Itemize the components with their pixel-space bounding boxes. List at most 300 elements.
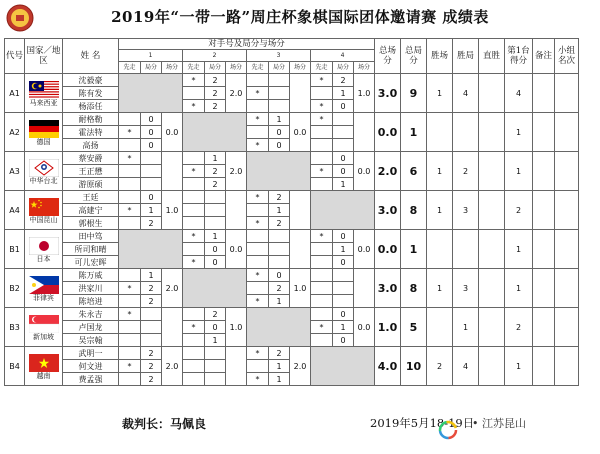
first-move-cell xyxy=(247,230,269,243)
remark-cell xyxy=(533,347,555,386)
subheader-cell: 先走 xyxy=(183,62,205,74)
game-score-cell: 0 xyxy=(269,139,290,152)
event-date: 2019年5月18-19日 xyxy=(370,416,475,430)
wins-count xyxy=(427,113,453,152)
match-score-cell: 2.0 xyxy=(290,347,311,386)
group-rank-cell xyxy=(555,269,579,308)
first-move-cell xyxy=(311,126,333,139)
game-score-cell: 2 xyxy=(269,282,290,295)
first-move-cell xyxy=(247,243,269,256)
first-move-cell: * xyxy=(183,165,205,178)
game-score-cell: 0 xyxy=(269,126,290,139)
direct-wins xyxy=(479,230,505,269)
player-name: 费孟强 xyxy=(63,373,119,386)
round-header: 3 xyxy=(247,50,311,62)
group-rank-cell xyxy=(555,152,579,191)
player-name: 卢国龙 xyxy=(63,321,119,334)
board1-score: 2 xyxy=(505,191,533,230)
direct-wins xyxy=(479,74,505,113)
first-move-cell xyxy=(183,152,205,165)
total-match-score: 3.0 xyxy=(375,74,401,113)
player-name: 田中笃 xyxy=(63,230,119,243)
game-score-cell xyxy=(333,282,354,295)
game-score-cell: 0 xyxy=(333,256,354,269)
first-move-cell xyxy=(183,373,205,386)
player-name: 洪家川 xyxy=(63,282,119,295)
game-score-cell xyxy=(333,113,354,126)
game-wins-count xyxy=(453,113,479,152)
team-row xyxy=(5,74,579,87)
team-region xyxy=(25,347,63,386)
first-move-cell: * xyxy=(119,152,141,165)
first-move-cell xyxy=(119,178,141,191)
header-opponents: 对手号及局分与场分 xyxy=(119,39,375,50)
first-move-cell xyxy=(119,334,141,347)
total-game-score: 1 xyxy=(401,230,427,269)
first-move-cell xyxy=(311,256,333,269)
first-move-cell xyxy=(119,165,141,178)
player-name: 所司和晴 xyxy=(63,243,119,256)
player-name: 耐格勒 xyxy=(63,113,119,126)
player-name: 武明一 xyxy=(63,347,119,360)
game-score-cell: 2 xyxy=(269,191,290,204)
chinese-taipei-flag-icon xyxy=(25,159,62,177)
wins-count: 1 xyxy=(427,191,453,230)
total-game-score: 8 xyxy=(401,191,427,230)
match-score-cell: 0.0 xyxy=(226,230,247,269)
country-name: 中国昆山 xyxy=(29,215,58,224)
total-match-score: 4.0 xyxy=(375,347,401,386)
game-wins-count: 3 xyxy=(453,269,479,308)
board1-score: 1 xyxy=(505,152,533,191)
game-score-cell: 0 xyxy=(141,113,162,126)
team-region xyxy=(25,230,63,269)
header-region: 国家／地区 xyxy=(25,39,63,74)
game-score-cell: 0 xyxy=(141,126,162,139)
game-score-cell: 2 xyxy=(205,308,226,321)
player-name: 朱永吉 xyxy=(63,308,119,321)
game-score-cell: 1 xyxy=(205,152,226,165)
game-wins-count: 2 xyxy=(453,152,479,191)
remark-cell xyxy=(533,113,555,152)
match-score-cell xyxy=(354,269,375,308)
group-rank-cell xyxy=(555,113,579,152)
malaysia-flag-icon xyxy=(25,81,62,99)
game-score-cell: 0 xyxy=(333,165,354,178)
first-move-cell xyxy=(247,282,269,295)
country-name: 马来西亚 xyxy=(29,98,58,107)
first-move-cell xyxy=(247,74,269,87)
round-header: 2 xyxy=(183,50,247,62)
match-score-cell: 0.0 xyxy=(162,113,183,152)
watermark-logo-icon xyxy=(438,420,458,440)
team-row xyxy=(5,308,579,321)
game-score-cell xyxy=(269,230,290,243)
header-remark: 备注 xyxy=(533,39,555,74)
header-seed: 代号 xyxy=(5,39,25,74)
player-name: 蔡安爵 xyxy=(63,152,119,165)
game-score-cell: 0 xyxy=(269,269,290,282)
match-score-cell: 0.0 xyxy=(354,152,375,191)
total-game-score: 10 xyxy=(401,347,427,386)
self-match-cell xyxy=(119,230,183,269)
first-move-cell xyxy=(311,282,333,295)
group-rank-cell xyxy=(555,347,579,386)
remark-cell xyxy=(533,269,555,308)
player-name: 郭根生 xyxy=(63,217,119,230)
game-score-cell: 2 xyxy=(141,217,162,230)
first-move-cell: * xyxy=(119,308,141,321)
board1-score: 1 xyxy=(505,269,533,308)
match-score-cell xyxy=(162,308,183,347)
first-move-cell xyxy=(183,204,205,217)
game-score-cell xyxy=(205,360,226,373)
game-score-cell xyxy=(141,152,162,165)
team-row xyxy=(5,347,579,360)
first-move-cell xyxy=(247,126,269,139)
board1-score: 2 xyxy=(505,308,533,347)
game-score-cell xyxy=(205,191,226,204)
first-move-cell xyxy=(311,295,333,308)
first-move-cell xyxy=(183,347,205,360)
game-score-cell: 0 xyxy=(333,230,354,243)
first-move-cell xyxy=(183,217,205,230)
first-move-cell: * xyxy=(119,282,141,295)
team-row xyxy=(5,191,579,204)
game-score-cell xyxy=(333,139,354,152)
match-score-cell: 1.0 xyxy=(162,191,183,230)
match-score-cell xyxy=(226,191,247,230)
wins-count: 1 xyxy=(427,269,453,308)
first-move-cell: * xyxy=(247,373,269,386)
team-seed: A3 xyxy=(5,152,25,191)
first-move-cell: * xyxy=(311,100,333,113)
wins-count xyxy=(427,230,453,269)
game-score-cell: 2 xyxy=(333,74,354,87)
total-match-score: 0.0 xyxy=(375,113,401,152)
first-move-cell: * xyxy=(247,113,269,126)
country-name: 德国 xyxy=(36,137,51,146)
match-score-cell: 0.0 xyxy=(354,230,375,269)
game-score-cell: 2 xyxy=(205,74,226,87)
match-score-cell xyxy=(290,230,311,269)
player-name: 沈毅豪 xyxy=(63,74,119,87)
match-score-cell: 2.0 xyxy=(162,269,183,308)
board1-score: 4 xyxy=(505,74,533,113)
game-score-cell xyxy=(333,295,354,308)
first-move-cell xyxy=(183,308,205,321)
direct-wins xyxy=(479,113,505,152)
self-match-cell xyxy=(183,113,247,152)
game-score-cell: 2 xyxy=(205,87,226,100)
player-name: 高扬 xyxy=(63,139,119,152)
header-total-match: 总场分 xyxy=(375,39,401,74)
header-board1: 第1台得分 xyxy=(505,39,533,74)
game-score-cell xyxy=(205,204,226,217)
game-score-cell: 2 xyxy=(141,373,162,386)
game-wins-count: 4 xyxy=(453,347,479,386)
first-move-cell: * xyxy=(183,321,205,334)
player-name: 何文进 xyxy=(63,360,119,373)
total-game-score: 6 xyxy=(401,152,427,191)
first-move-cell: * xyxy=(119,360,141,373)
first-move-cell: * xyxy=(247,217,269,230)
group-rank-cell xyxy=(555,230,579,269)
game-score-cell: 1 xyxy=(141,204,162,217)
game-wins-count: 1 xyxy=(453,308,479,347)
game-score-cell xyxy=(269,87,290,100)
team-region xyxy=(25,152,63,191)
game-score-cell: 1 xyxy=(205,230,226,243)
game-score-cell: 1 xyxy=(205,334,226,347)
first-move-cell: * xyxy=(183,256,205,269)
first-move-cell xyxy=(311,139,333,152)
self-match-cell xyxy=(247,308,311,347)
remark-cell xyxy=(533,308,555,347)
game-wins-count: 4 xyxy=(453,74,479,113)
first-move-cell xyxy=(311,269,333,282)
game-score-cell: 1 xyxy=(333,321,354,334)
first-move-cell xyxy=(119,217,141,230)
team-region xyxy=(25,308,63,347)
game-score-cell: 1 xyxy=(269,360,290,373)
game-score-cell: 0 xyxy=(141,191,162,204)
game-score-cell xyxy=(205,373,226,386)
game-score-cell: 0 xyxy=(333,152,354,165)
first-move-cell xyxy=(183,191,205,204)
singapore-flag-icon xyxy=(25,315,62,333)
team-row xyxy=(5,152,579,165)
philippines-flag-icon xyxy=(25,276,62,294)
remark-cell xyxy=(533,230,555,269)
game-score-cell: 0 xyxy=(205,321,226,334)
total-game-score: 5 xyxy=(401,308,427,347)
first-move-cell xyxy=(119,347,141,360)
game-score-cell xyxy=(141,178,162,191)
first-move-cell: * xyxy=(247,295,269,308)
first-move-cell: * xyxy=(311,165,333,178)
game-wins-count xyxy=(453,230,479,269)
first-move-cell: * xyxy=(247,347,269,360)
match-score-cell: 1.0 xyxy=(226,308,247,347)
self-match-cell xyxy=(119,74,183,113)
team-row xyxy=(5,230,579,243)
remark-cell xyxy=(533,152,555,191)
first-move-cell: * xyxy=(311,230,333,243)
game-score-cell xyxy=(205,347,226,360)
game-score-cell xyxy=(269,243,290,256)
subheader-cell: 场分 xyxy=(162,62,183,74)
first-move-cell: * xyxy=(247,87,269,100)
first-move-cell xyxy=(183,178,205,191)
team-region xyxy=(25,74,63,113)
total-game-score: 8 xyxy=(401,269,427,308)
game-score-cell: 0 xyxy=(333,308,354,321)
game-score-cell xyxy=(269,256,290,269)
match-score-cell: 1.0 xyxy=(354,74,375,113)
group-rank-cell xyxy=(555,191,579,230)
board1-score: 1 xyxy=(505,347,533,386)
header-name: 姓 名 xyxy=(63,39,119,74)
first-move-cell xyxy=(247,360,269,373)
self-match-cell xyxy=(311,347,375,386)
player-name: 陈万威 xyxy=(63,269,119,282)
game-score-cell: 1 xyxy=(269,373,290,386)
self-match-cell xyxy=(247,152,311,191)
game-score-cell: 1 xyxy=(333,87,354,100)
match-score-cell xyxy=(354,113,375,152)
wins-count: 2 xyxy=(427,347,453,386)
match-score-cell: 1.0 xyxy=(290,269,311,308)
game-score-cell xyxy=(269,100,290,113)
first-move-cell: * xyxy=(183,230,205,243)
game-score-cell: 2 xyxy=(205,178,226,191)
player-name: 霍法特 xyxy=(63,126,119,139)
game-score-cell: 1 xyxy=(333,243,354,256)
game-score-cell: 0 xyxy=(333,100,354,113)
game-score-cell: 0 xyxy=(205,256,226,269)
japan-flag-icon xyxy=(25,237,62,255)
direct-wins xyxy=(479,269,505,308)
subheader-cell: 先走 xyxy=(247,62,269,74)
first-move-cell xyxy=(247,100,269,113)
country-name: 中华台北 xyxy=(29,176,58,185)
game-score-cell xyxy=(141,308,162,321)
player-name: 可儿宏晖 xyxy=(63,256,119,269)
self-match-cell xyxy=(183,269,247,308)
team-seed: A4 xyxy=(5,191,25,230)
game-score-cell: 1 xyxy=(141,269,162,282)
team-row xyxy=(5,269,579,282)
first-move-cell: * xyxy=(311,74,333,87)
game-score-cell: 2 xyxy=(269,347,290,360)
match-score-cell: 0.0 xyxy=(354,308,375,347)
country-name: 越南 xyxy=(36,371,51,380)
total-match-score: 0.0 xyxy=(375,230,401,269)
total-match-score: 3.0 xyxy=(375,269,401,308)
first-move-cell xyxy=(311,178,333,191)
first-move-cell: * xyxy=(311,321,333,334)
player-name: 吴宗翰 xyxy=(63,334,119,347)
subheader-cell: 局分 xyxy=(205,62,226,74)
match-score-cell xyxy=(290,74,311,113)
header-game-wins: 胜局 xyxy=(453,39,479,74)
first-move-cell xyxy=(183,243,205,256)
first-move-cell xyxy=(119,295,141,308)
game-score-cell: 0 xyxy=(141,139,162,152)
board1-score: 1 xyxy=(505,113,533,152)
germany-flag-icon xyxy=(25,120,62,138)
match-score-cell xyxy=(162,152,183,191)
match-score-cell xyxy=(290,191,311,230)
game-score-cell: 2 xyxy=(269,217,290,230)
game-score-cell: 1 xyxy=(269,204,290,217)
player-name: 王正懋 xyxy=(63,165,119,178)
first-move-cell xyxy=(119,191,141,204)
team-seed: B3 xyxy=(5,308,25,347)
country-name: 菲律宾 xyxy=(33,293,54,302)
first-move-cell xyxy=(119,113,141,126)
team-seed: A2 xyxy=(5,113,25,152)
game-score-cell xyxy=(333,126,354,139)
subheader-cell: 场分 xyxy=(290,62,311,74)
match-score-cell xyxy=(226,347,247,386)
game-score-cell: 1 xyxy=(269,113,290,126)
game-score-cell: 2 xyxy=(205,100,226,113)
direct-wins xyxy=(479,347,505,386)
total-match-score: 3.0 xyxy=(375,191,401,230)
game-score-cell xyxy=(141,334,162,347)
referee-label: 裁判长：马佩良 xyxy=(122,417,207,431)
wins-count: 1 xyxy=(427,74,453,113)
board1-score: 1 xyxy=(505,230,533,269)
first-move-cell xyxy=(311,243,333,256)
subheader-cell: 先走 xyxy=(119,62,141,74)
first-move-cell xyxy=(119,321,141,334)
game-score-cell: 2 xyxy=(205,165,226,178)
wins-count xyxy=(427,308,453,347)
subheader-cell: 先走 xyxy=(311,62,333,74)
player-name: 高建宁 xyxy=(63,204,119,217)
game-score-cell: 0 xyxy=(333,334,354,347)
game-score-cell xyxy=(333,269,354,282)
first-move-cell xyxy=(183,360,205,373)
subheader-cell: 局分 xyxy=(269,62,290,74)
first-move-cell: * xyxy=(247,139,269,152)
first-move-cell xyxy=(119,269,141,282)
event-location: • 江苏昆山 xyxy=(472,417,526,430)
team-seed: B1 xyxy=(5,230,25,269)
first-move-cell xyxy=(183,334,205,347)
page-title: 2019年“一带一路”周庄杯象棋国际团体邀请赛 成绩表 xyxy=(111,8,489,26)
first-move-cell xyxy=(183,87,205,100)
direct-wins xyxy=(479,191,505,230)
score-table xyxy=(4,38,579,386)
first-move-cell: * xyxy=(119,204,141,217)
player-name: 陈有发 xyxy=(63,87,119,100)
header-wins: 胜场 xyxy=(427,39,453,74)
player-name: 杨添任 xyxy=(63,100,119,113)
subheader-cell: 场分 xyxy=(226,62,247,74)
group-rank-cell xyxy=(555,74,579,113)
game-score-cell: 2 xyxy=(141,347,162,360)
header-direct: 直胜 xyxy=(479,39,505,74)
match-score-cell: 2.0 xyxy=(226,152,247,191)
game-score-cell xyxy=(141,321,162,334)
first-move-cell xyxy=(311,152,333,165)
first-move-cell: * xyxy=(183,74,205,87)
header-group-rank: 小组名次 xyxy=(555,39,579,74)
first-move-cell xyxy=(311,308,333,321)
country-name: 新加坡 xyxy=(33,332,54,341)
first-move-cell xyxy=(311,334,333,347)
match-score-cell: 2.0 xyxy=(226,74,247,113)
team-seed: B4 xyxy=(5,347,25,386)
first-move-cell xyxy=(119,373,141,386)
match-score-cell: 0.0 xyxy=(290,113,311,152)
self-match-cell xyxy=(311,191,375,230)
team-region xyxy=(25,191,63,230)
game-score-cell: 2 xyxy=(141,360,162,373)
header-total-game: 总局分 xyxy=(401,39,427,74)
group-rank-cell xyxy=(555,308,579,347)
first-move-cell xyxy=(247,256,269,269)
direct-wins xyxy=(479,308,505,347)
first-move-cell: * xyxy=(119,126,141,139)
china-flag-icon xyxy=(25,198,62,216)
total-game-score: 1 xyxy=(401,113,427,152)
first-move-cell: * xyxy=(247,269,269,282)
